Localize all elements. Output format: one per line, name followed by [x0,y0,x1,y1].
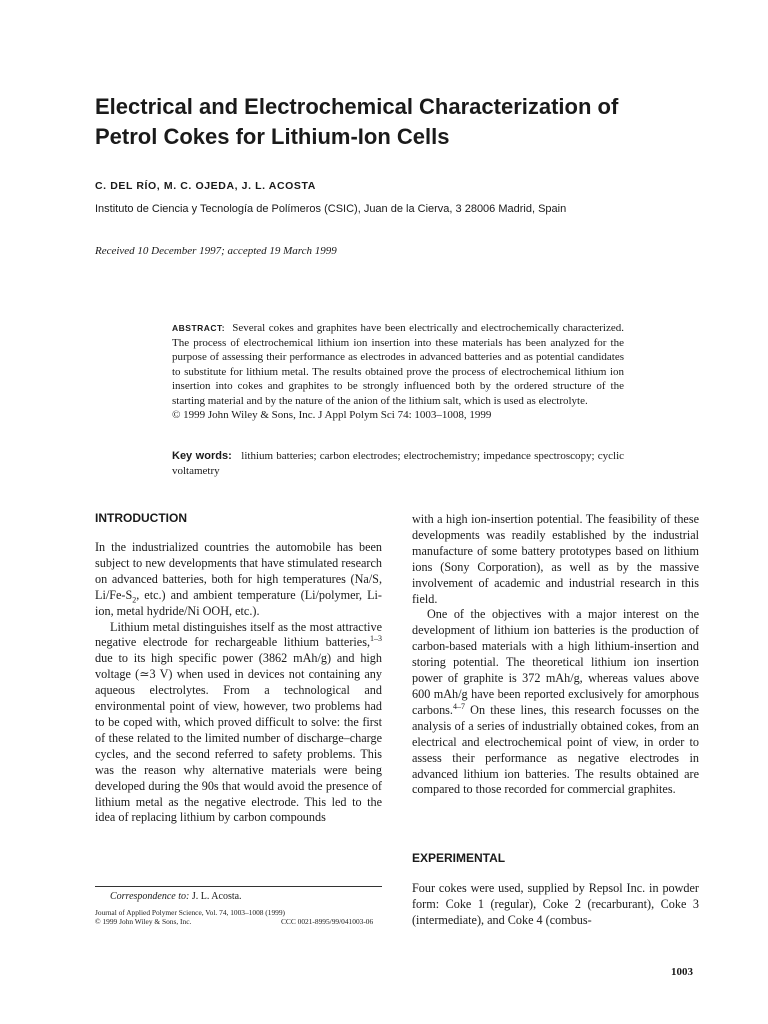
introduction-body [95,540,382,826]
abstract [172,321,624,423]
intro-paragraph-1 [95,540,382,620]
title-line-1: Electrical and Electrochemical Characterization of [95,94,619,119]
right-p2-text-a: One of the objectives with a major interest on the development of lithium ion batteries is the production of carbon-based materials with a high lithium-insertion and storing potential. The theoretical lithium ion insertion power of graphite is 372 mAh/g, whereas values above 600 mAh/g have been reported exclusively for amorphous carbons. [412,607,699,717]
right-p2-citation: 4–7 [452,701,465,711]
keywords [172,449,624,479]
intro-p2-text-a: Lithium metal distinguishes itself as the most attractive negative electrode for rechargeable lithium batteries, [95,619,382,650]
right-paragraph-2 [412,607,699,798]
intro-p1-text: In the industrialized countries the automobile has been subject to new developments that have stimulated research on advanced batteries, both for high temperatures (Na/S, Li/Fe-S [95,540,382,602]
experimental-paragraph-1: Four cokes were used, supplied by Repsol Inc. in powder form: Coke 1 (regular), Coke 2 (recarburant), Coke 3 (intermediate), and Coke 4 (combus- [412,881,699,927]
intro-p2-text-b: due to its high specific power (3862 mAh/g) and high voltage (≃3 V) when used in devices not containing any aqueous electrolytes. From a technological and environmental point of view, however, two problems had to be coped with, which proved difficult to solve: the first of these related to the limited number of discharge–charge cycles, and the second referred to safety problems. This was the reason why alternative materials were being developed during the 90s that would avoid the presence of lithium metal as the negative electrode. This led to the idea of replacing lithium by carbon compounds [95,651,382,825]
right-paragraph-1: with a high ion-insertion potential. The feasibility of these developments was readily established by the industrial manufacture of some battery prototypes based on lithium ions (Sony Corporation), as well as by the massive involvement of academic and industrial research in this field. [412,512,699,606]
article-title [95,92,695,152]
right-p2-text-b: On these lines, this research focusses on the analysis of a series of industrially obtained cokes, from an electrical and electrochemical point of view, in order to assess their performance as negative electrodes in advanced lithium ion batteries. The results obtained are compared to those recorded for commercial graphites. [412,702,699,797]
section-heading-introduction: INTRODUCTION [95,511,187,525]
abstract-citation: © 1999 John Wiley & Sons, Inc. J Appl Polym Sci 74: 1003–1008, 1999 [172,409,492,421]
affiliation: Instituto de Ciencia y Tecnología de Polímeros (CSIC), Juan de la Cierva, 3 28006 Madrid, Spain [95,203,567,215]
section-heading-experimental: EXPERIMENTAL [412,851,506,865]
keywords-text: lithium batteries; carbon electrodes; electrochemistry; impedance spectroscopy; cyclic voltametry [172,450,625,477]
correspondence-note [110,891,242,902]
intro-p1-end: , etc.) and ambient temperature (Li/polymer, Li-ion, metal hydride/Ni OOH, etc.). [95,587,382,618]
correspondence-name: J. L. Acosta. [189,891,242,902]
journal-reference: Journal of Applied Polymer Science, Vol. 74, 1003–1008 (1999) [95,908,286,917]
copyright-note: © 1999 John Wiley & Sons, Inc. [95,917,192,926]
title-line-2: Petrol Cokes for Lithium-Ion Cells [95,124,450,149]
abstract-text: Several cokes and graphites have been electrically and electrochemically characterized. The process of electrochemical lithium ion insertion into these materials has been analyzed for the purpose of assessing their performance as electrodes in advanced batteries and as potential candidates to substitute for lithium metal. The results obtained prove the process of electrochemical lithium ion insertion into cokes and graphites to be strongly influenced both by the ordered structure of the starting material and by the nature of the anion of the lithium salt, which is used as electrolyte. [172,322,624,407]
footnote-rule [95,886,382,887]
intro-p2-citation: 1–3 [370,634,382,644]
page-number: 1003 [671,966,693,978]
experimental-body [412,881,699,929]
right-column-body [412,512,699,798]
keywords-label: Key words: [172,450,232,462]
authors: C. DEL RÍO, M. C. OJEDA, J. L. ACOSTA [95,180,316,192]
intro-p1-subscript: 2 [132,595,137,605]
intro-paragraph-2 [95,620,382,827]
abstract-label: ABSTRACT: [172,323,226,333]
correspondence-label: Correspondence to: [110,891,190,902]
ccc-code: CCC 0021-8995/99/041003-06 [281,917,374,926]
received-dates: Received 10 December 1997; accepted 19 March 1999 [95,245,337,257]
